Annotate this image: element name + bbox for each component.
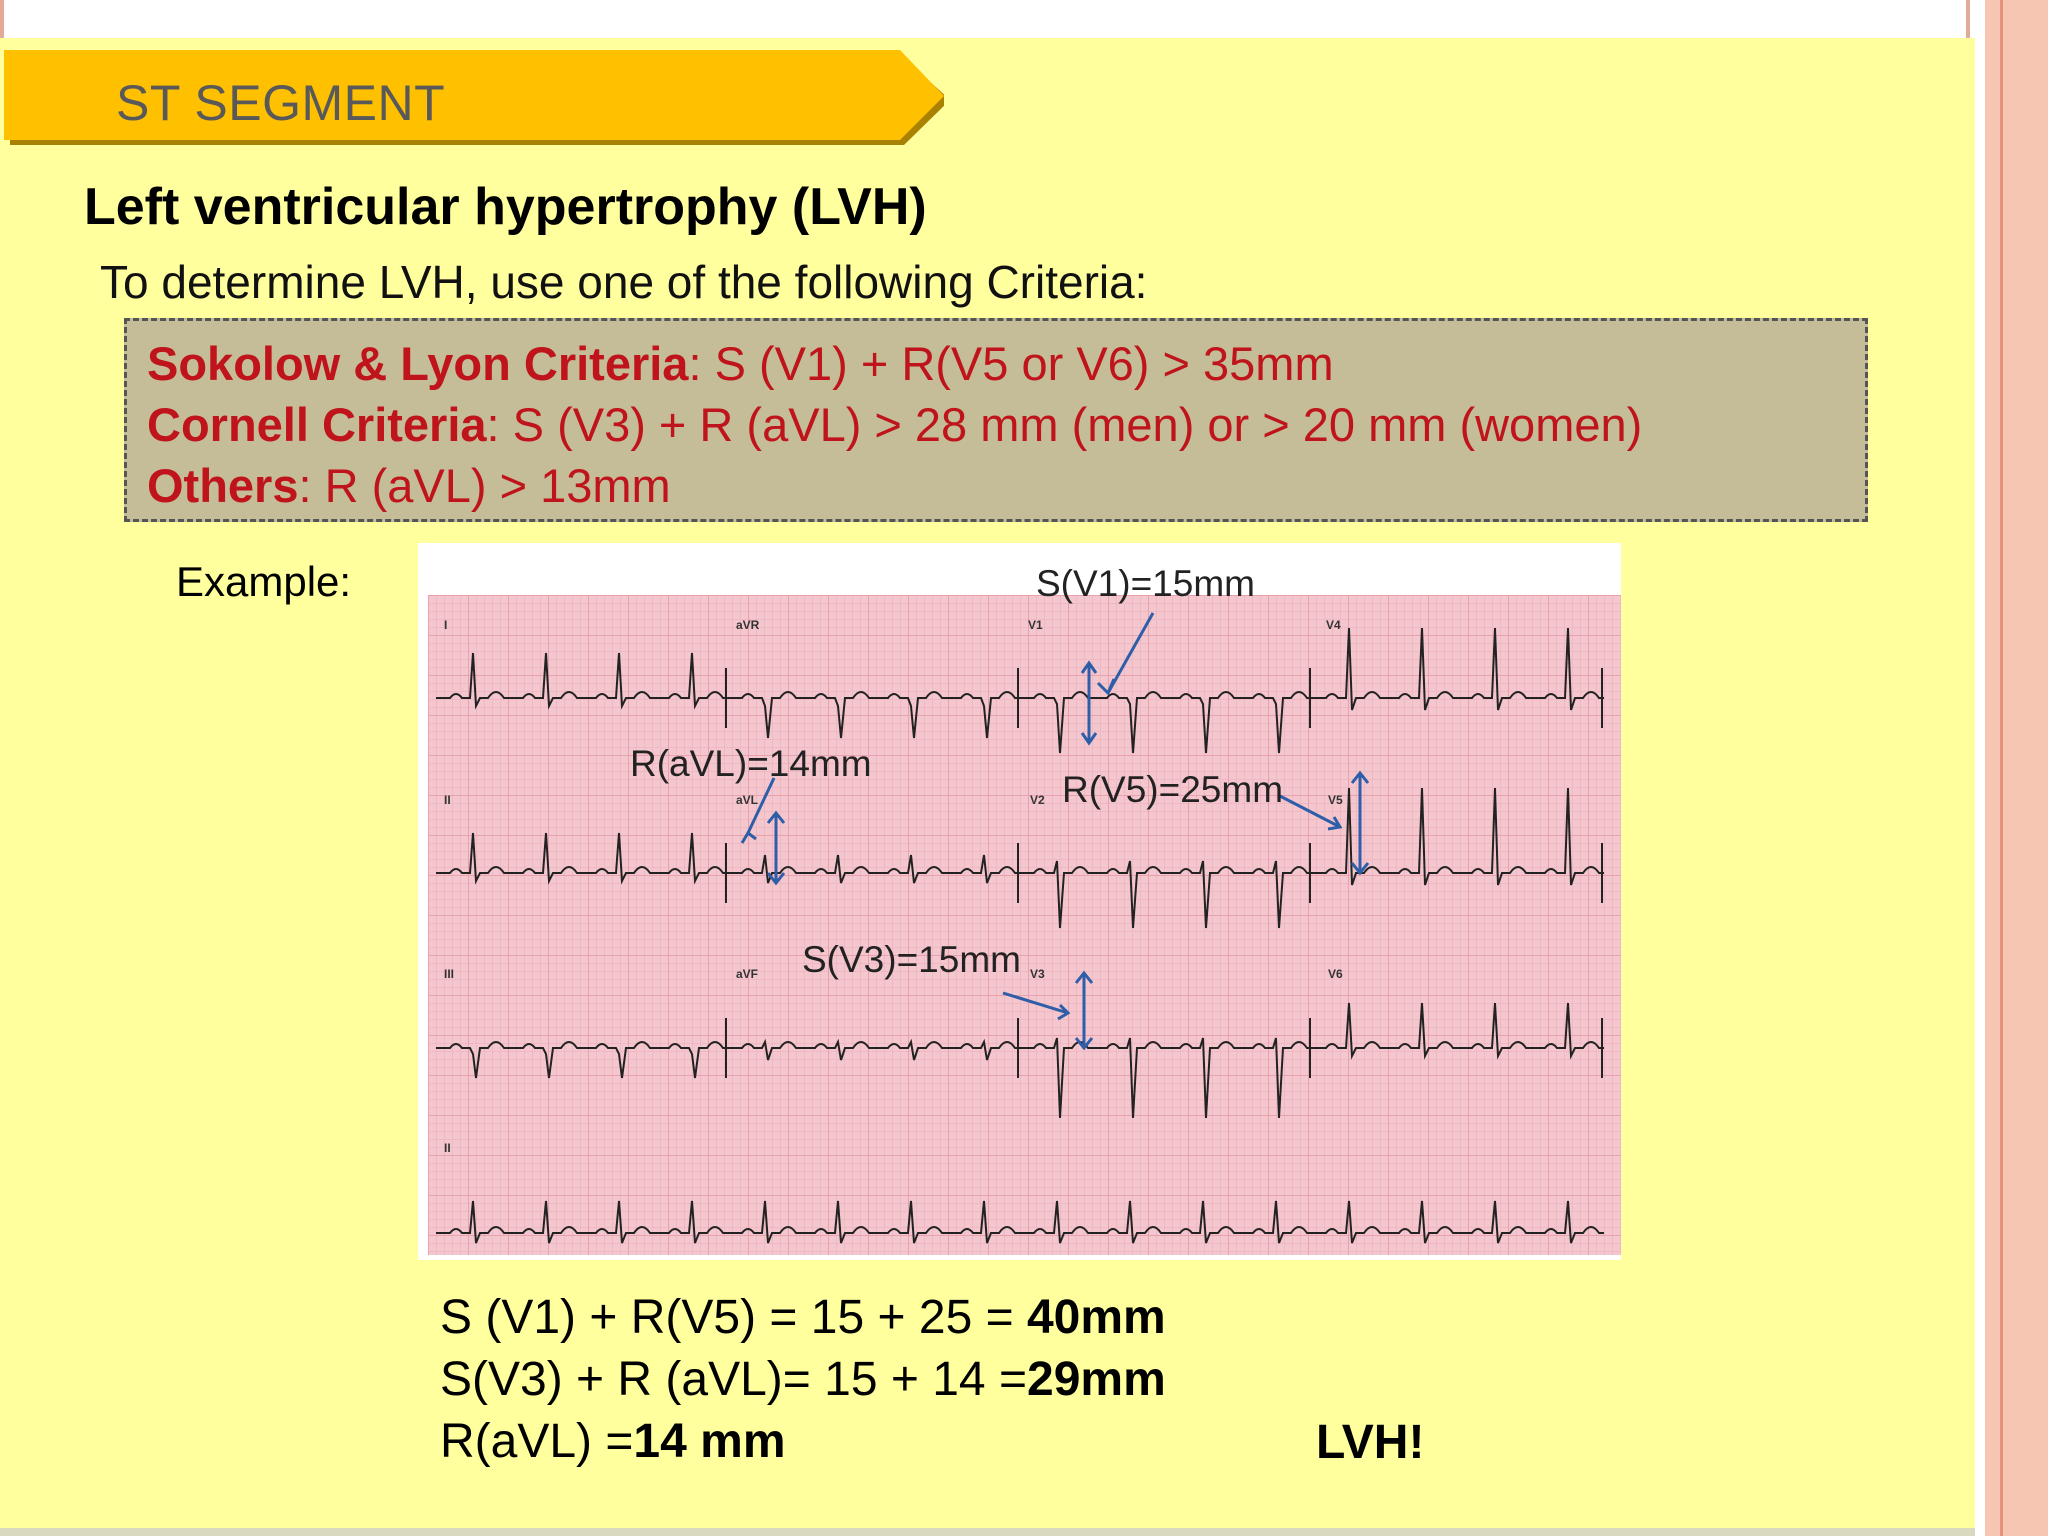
calculation-expression: R(aVL) = bbox=[440, 1415, 634, 1468]
calculation-result: 29mm bbox=[1027, 1353, 1166, 1406]
ecg-image bbox=[418, 543, 1621, 1260]
calculation-sokolow bbox=[440, 1290, 1166, 1345]
lead-label-avl: aVL bbox=[736, 793, 759, 807]
annotation-arrow-s-v1-head bbox=[1098, 679, 1114, 693]
calculation-expression: S(V3) + R (aVL)= 15 + 14 = bbox=[440, 1353, 1027, 1406]
ecg-traces bbox=[418, 543, 1621, 1260]
ecg-trace-row-2 bbox=[436, 788, 1604, 928]
criteria-name: Sokolow & Lyon Criteria bbox=[147, 337, 689, 390]
lead-label-v6: V6 bbox=[1328, 967, 1343, 981]
criteria-sokolow bbox=[147, 333, 1865, 394]
example-label: Example: bbox=[176, 558, 352, 605]
top-frame bbox=[0, 0, 1970, 40]
criteria-text: : S (V3) + R (aVL) > 28 mm (men) or > 20 mm (women) bbox=[486, 398, 1643, 451]
annotation-arrow-s-v3 bbox=[1003, 993, 1068, 1013]
annotation-s-v1: S(V1)=15mm bbox=[1036, 563, 1255, 604]
lead-label-v1: V1 bbox=[1028, 618, 1043, 632]
lead-label-v5: V5 bbox=[1328, 793, 1343, 807]
lead-label-iii: III bbox=[444, 967, 455, 981]
calculation-cornell bbox=[440, 1352, 1166, 1407]
right-margin-strip bbox=[1985, 0, 2048, 1536]
calculation-expression: S (V1) + R(V5) = 15 + 25 = bbox=[440, 1291, 1027, 1344]
criteria-text: : R (aVL) > 13mm bbox=[298, 459, 671, 512]
annotation-r-avl: R(aVL)=14mm bbox=[630, 743, 872, 784]
measure-arrow-s-v3 bbox=[1076, 973, 1092, 1048]
lead-label-avr: aVR bbox=[736, 618, 760, 632]
criteria-cornell bbox=[147, 394, 1865, 455]
measure-arrow-s-v1 bbox=[1082, 663, 1096, 743]
criteria-text: : S (V1) + R(V5 or V6) > 35mm bbox=[688, 337, 1334, 390]
calculation-result: 14 mm bbox=[633, 1415, 786, 1468]
calculation-others bbox=[440, 1414, 786, 1469]
lead-label-v3: V3 bbox=[1030, 967, 1045, 981]
ecg-trace-row-1 bbox=[436, 628, 1604, 753]
annotation-arrow-r-avl-head bbox=[742, 833, 756, 843]
bottom-divider bbox=[0, 1528, 1975, 1536]
lead-label-ii: II bbox=[444, 793, 451, 807]
banner-title: ST SEGMENT bbox=[116, 75, 446, 131]
lead-label-v2: V2 bbox=[1030, 793, 1045, 807]
criteria-name: Cornell Criteria bbox=[147, 398, 487, 451]
calculation-result: 40mm bbox=[1026, 1291, 1166, 1344]
section-banner bbox=[4, 50, 944, 148]
page-heading: Left ventricular hypertrophy (LVH) bbox=[84, 178, 927, 236]
lead-label-i: I bbox=[444, 618, 448, 632]
criteria-others bbox=[147, 455, 1865, 516]
ecg-trace-rhythm bbox=[436, 1201, 1604, 1243]
conclusion-text: LVH! bbox=[1316, 1416, 1425, 1469]
lead-label-avf: aVF bbox=[736, 967, 759, 981]
intro-text: To determine LVH, use one of the following Criteria: bbox=[100, 256, 1148, 308]
measure-arrow-r-avl bbox=[768, 813, 784, 883]
criteria-box bbox=[124, 318, 1868, 522]
ecg-trace-row-3 bbox=[436, 1003, 1604, 1118]
annotation-r-v5: R(V5)=25mm bbox=[1062, 769, 1284, 810]
lead-label-ii-rhythm: II bbox=[444, 1141, 451, 1155]
annotation-s-v3: S(V3)=15mm bbox=[802, 939, 1021, 980]
lead-label-v4: V4 bbox=[1326, 618, 1341, 632]
measure-arrow-r-v5 bbox=[1352, 773, 1368, 873]
right-margin-line bbox=[2000, 0, 2003, 1536]
criteria-name: Others bbox=[147, 459, 299, 512]
